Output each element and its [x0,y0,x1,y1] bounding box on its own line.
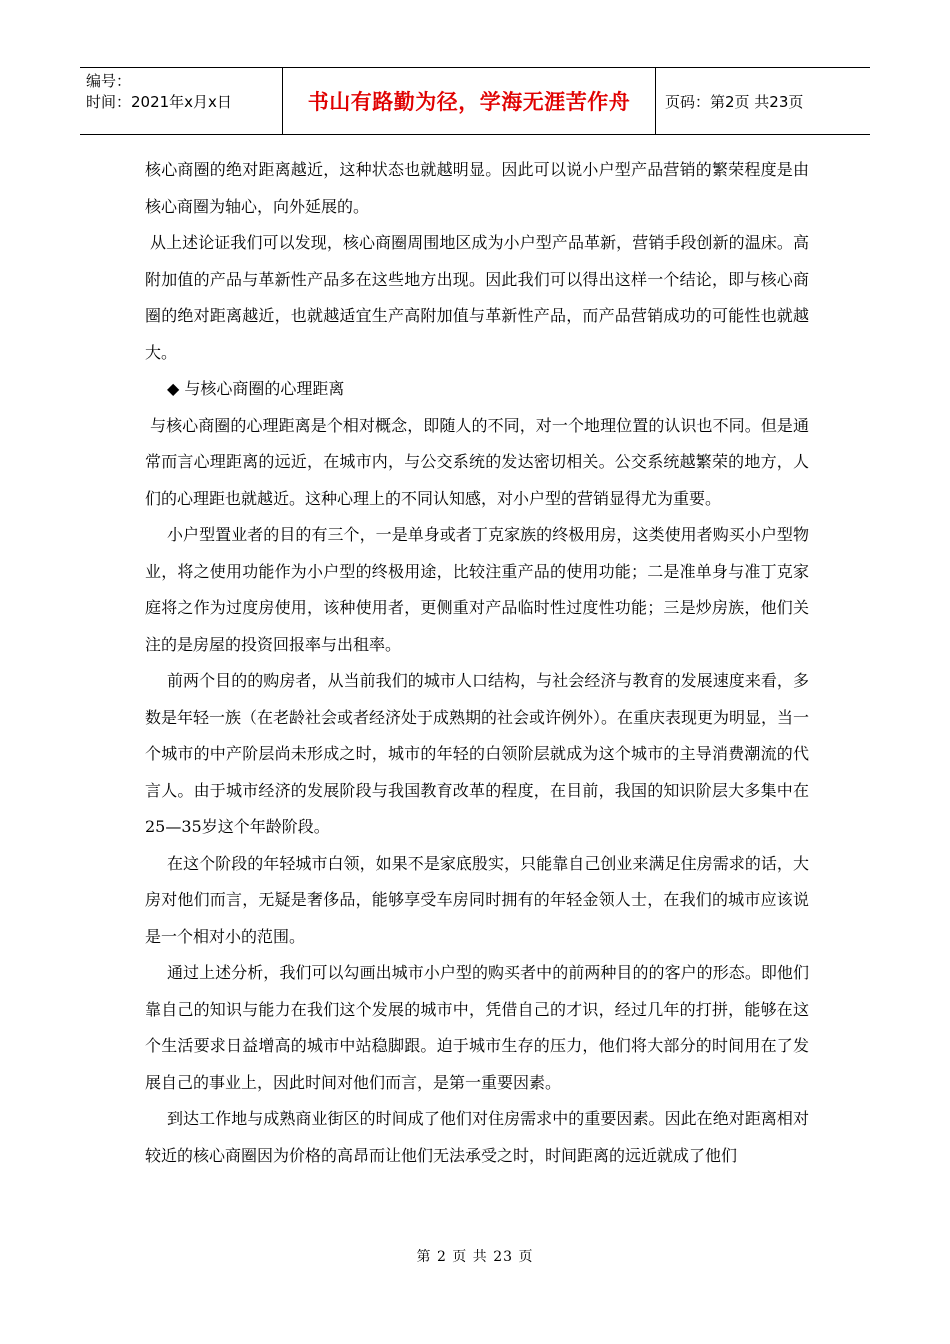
header-date-label: 时间：2021年x月x日 [86,93,232,111]
page-footer: 第 2 页 共 23 页 [416,1249,534,1265]
paragraph: 与核心商圈的心理距离是个相对概念，即随人的不同，对一个地理位置的认识也不同。但是通常而言心理距离的远近，在城市内，与公交系统的发达密切相关。公交系统越繁荣的地方，人们的心理距也就越近。这种心理上的不同认知感，对小户型的营销显得尤为重要。 [145,415,809,508]
paragraph: 小户型置业者的目的有三个，一是单身或者丁克家族的终极用房，这类使用者购买小户型物业，将之使用功能作为小户型的终极用途，比较注重产品的使用功能；二是准单身与准丁克家庭将之作为过度房使用，该种使用者，更侧重对产品临时性过度性功能；三是炒房族，他们关注的是房屋的投资回报率与出租率。 [145,525,809,654]
paragraph: 从上述论证我们可以发现，核心商圈周围地区成为小户型产品革新，营销手段创新的温床。高附加值的产品与革新性产品多在这些地方出现。因此我们可以得出这样一个结论，即与核心商圈的绝对距离越近，也就越适宜生产高附加值与革新性产品，而产品营销成功的可能性也就越大。 [145,233,809,362]
bullet-heading: ◆ 与核心商圈的心理距离 [167,379,345,398]
header-meta [80,68,282,134]
header-motto: 书山有路勤为径，学海无涯苦作舟 [282,68,656,134]
paragraph: 核心商圈的绝对距离越近，这种状态也就越明显。因此可以说小户型产品营销的繁荣程度是由核心商圈为轴心，向外延展的。 [145,160,809,216]
paragraph: 到达工作地与成熟商业街区的时间成了他们对住房需求中的重要因素。因此在绝对距离相对较近的核心商圈因为价格的高昂而让他们无法承受之时，时间距离的远近就成了他们 [145,1109,809,1165]
page-header [80,67,870,135]
header-number-label: 编号： [86,72,132,90]
paragraph: 通过上述分析，我们可以勾画出城市小户型的购买者中的前两种目的的客户的形态。即他们靠自己的知识与能力在我们这个发展的城市中，凭借自己的才识，经过几年的打拼，能够在这个生活要求日益增高的城市中站稳脚跟。迫于城市生存的压力，他们将大部分的时间用在了发展自己的事业上，因此时间对他们而言，是第一重要因素。 [145,963,809,1092]
document-body [145,152,809,1174]
paragraph: 前两个目的的购房者，从当前我们的城市人口结构，与社会经济与教育的发展速度来看，多数是年轻一族（在老龄社会或者经济处于成熟期的社会或许例外）。在重庆表现更为明显，当一个城市的中产阶层尚未形成之时，城市的年轻的白领阶层就成为这个城市的主导消费潮流的代言人。由于城市经济的发展阶段与我国教育改革的程度，在目前，我国的知识阶层大多集中在25—35岁这个年龄阶段。 [145,671,810,836]
header-page-info: 页码：第2页 共23页 [665,92,804,111]
paragraph: 在这个阶段的年轻城市白领，如果不是家底殷实，只能靠自己创业来满足住房需求的话，大房对他们而言，无疑是奢侈品，能够享受车房同时拥有的年轻金领人士，在我们的城市应该说是一个相对小的范围。 [145,853,809,946]
